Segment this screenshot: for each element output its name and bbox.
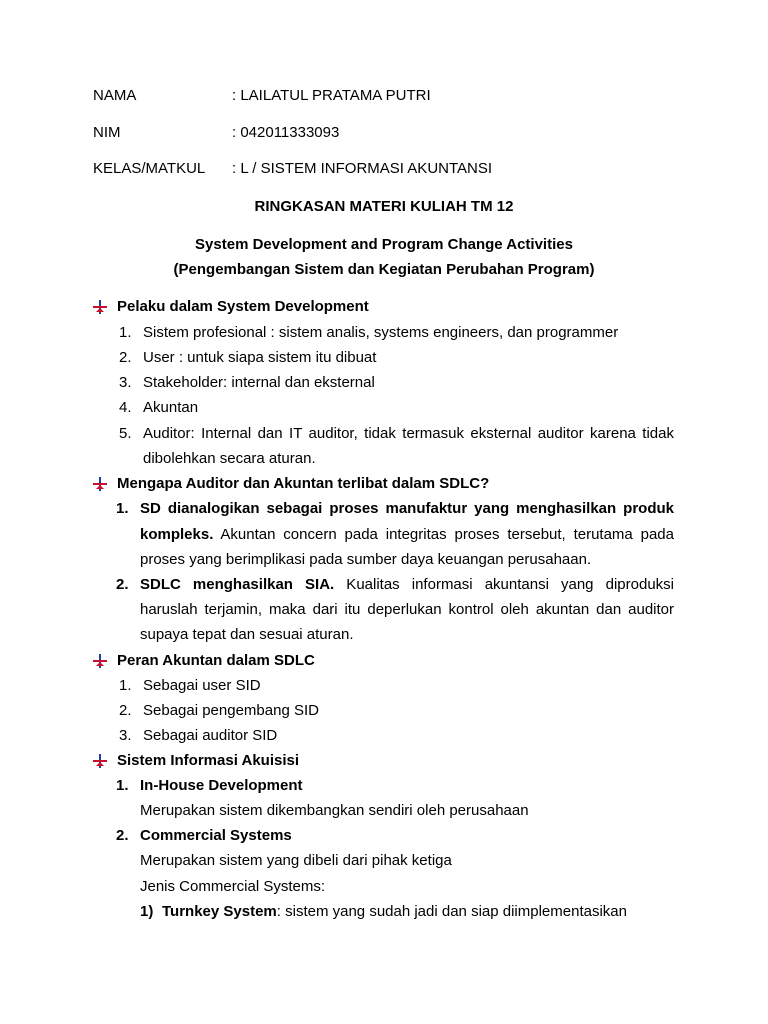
arrow-cross-bullet-icon [93,754,107,768]
document-title: RINGKASAN MATERI KULIAH TM 12 [254,198,514,215]
list-item-line [140,525,674,545]
list-item: User : untuk siapa sistem itu dibuat [143,349,377,366]
list-item: Akuntan [143,399,199,416]
arrow-cross-bullet-icon [93,654,107,668]
sublist-item [162,902,627,922]
sublist-item-title: Turnkey System [162,903,277,920]
list-item-continuation: proses yang berimplikasi pada sumber daya keuangan perusahaan. [140,551,592,568]
identity-key: NIM [93,124,121,141]
section-heading: Pelaku dalam System Development [117,298,369,315]
list-item-text: Akuntan concern pada integritas proses tersebut, terutama pada [213,526,674,543]
sublist-number: 1) [140,903,154,920]
list-item: Sistem profesional : sistem analis, systems engineers, dan programmer [143,324,619,341]
list-item: Auditor: Internal dan IT auditor, tidak termasuk eksternal auditor karena tidak [143,425,674,442]
list-item-bold: SDLC menghasilkan SIA. [140,576,335,593]
document-subtitle-id: (Pengembangan Sistem dan Kegiatan Perubahan Program) [173,261,595,278]
list-item-title: Commercial Systems [140,827,292,844]
identity-value: : L / SISTEM INFORMASI AKUNTANSI [232,160,493,177]
list-item-line [140,575,674,595]
identity-value: : LAILATUL PRATAMA PUTRI [232,87,431,104]
list-item-continuation: supaya tepat dan sesuai aturan. [140,626,354,643]
list-number: 2. [116,827,129,844]
arrow-cross-bullet-icon [93,477,107,491]
list-item-text: Kualitas informasi akuntansi yang diproduksi [334,576,674,593]
identity-key: KELAS/MATKUL [93,160,206,177]
list-item: Stakeholder: internal dan eksternal [143,374,375,391]
list-item-desc: Merupakan sistem dikembangkan sendiri oleh perusahaan [140,802,529,819]
list-item: Sebagai user SID [143,677,261,694]
section-heading: Peran Akuntan dalam SDLC [117,652,315,669]
sublist-item-text: : sistem yang sudah jadi dan siap diimplementasikan [276,903,627,920]
list-item-desc: Jenis Commercial Systems: [140,878,326,895]
list-item-continuation: dibolehkan secara aturan. [143,450,316,467]
list-item-continuation: haruslah terjamin, maka dari itu deperlukan kontrol oleh akuntan dan auditor [140,601,674,618]
section-heading: Mengapa Auditor dan Akuntan terlibat dalam SDLC? [117,475,490,492]
list-number: 3. [119,374,132,391]
list-number: 1. [119,324,132,341]
list-number: 4. [119,399,132,416]
list-number: 1. [116,500,129,517]
section-heading: Sistem Informasi Akuisisi [117,752,300,769]
identity-key: NAMA [93,87,137,104]
list-item-title: In-House Development [140,777,303,794]
document-subtitle-en: System Development and Program Change Activities [195,236,573,253]
arrow-cross-bullet-icon [93,300,107,314]
list-number: 2. [119,349,132,366]
list-number: 1. [116,777,129,794]
list-number: 3. [119,727,132,744]
identity-value: : 042011333093 [232,124,340,141]
list-item: Sebagai auditor SID [143,727,278,744]
list-item-desc: Merupakan sistem yang dibeli dari pihak ketiga [140,852,452,869]
list-item-bold: SD dianalogikan sebagai proses manufaktur yang menghasilkan produk [140,500,674,517]
list-number: 2. [116,576,129,593]
list-item-bold: kompleks. [140,526,214,543]
list-number: 2. [119,702,132,719]
list-item: Sebagai pengembang SID [143,702,319,719]
list-number: 1. [119,677,132,694]
list-number: 5. [119,425,132,442]
